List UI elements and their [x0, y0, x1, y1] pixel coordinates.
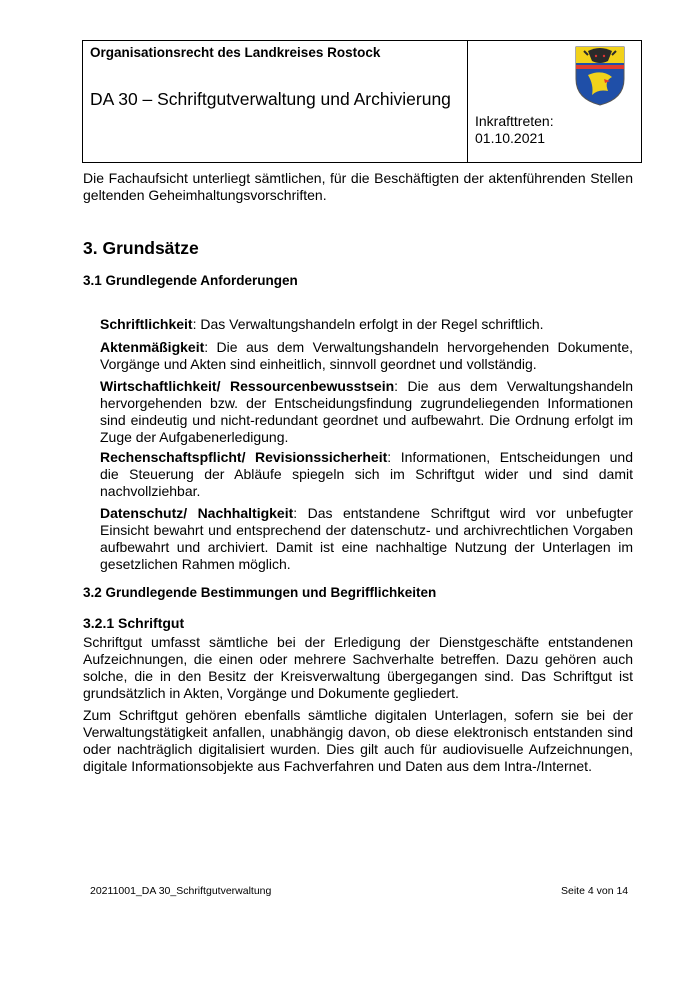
organization-title: Organisationsrecht des Landkreises Rostock	[90, 45, 381, 60]
section-3-1-heading: 3.1 Grundlegende Anforderungen	[83, 273, 298, 288]
requirement-term: Schriftlichkeit	[100, 316, 193, 332]
requirement-text: : Informationen, Entscheidungen und die Steuerung der Abläufe spiegeln sich im Schriftgut wider und sind damit nachvollziehbar.	[100, 449, 634, 499]
header-table	[82, 40, 642, 163]
requirement-text: : Das Verwaltungshandeln erfolgt in der Regel schriftlich.	[192, 316, 544, 332]
requirement-term: Wirtschaftlichkeit/ Ressourcenbewusstsein	[100, 378, 395, 394]
header-left-cell	[83, 41, 468, 162]
requirement-term: Aktenmäßigkeit	[100, 339, 205, 355]
requirement-item	[100, 505, 633, 573]
requirement-text: : Das entstandene Schriftgut wird vor unbefugter Einsicht bewahrt und entsprechend der datenschutz- und archivrechtlichen Vorgaben aufbewahrt und archiviert. Damit ist eine nachhaltige Nutzung der Unterlagen im gesetzlichen Rahmen möglich.	[100, 505, 633, 572]
effective-date: 01.10.2021	[475, 130, 546, 146]
footer-filename: 20211001_DA 30_Schriftgutverwaltung	[90, 885, 272, 897]
effective-label: Inkrafttreten:	[475, 113, 554, 129]
footer-page-number: Seite 4 von 14	[561, 885, 629, 897]
requirement-item	[100, 378, 633, 446]
requirement-item	[100, 316, 633, 333]
requirement-text: : Die aus dem Verwaltungshandeln hervorgehenden Dokumente, Vorgänge und Akten sind einheitlich, sinnvoll geordnet und vollständig.	[100, 339, 633, 372]
schriftgut-paragraph-2: Zum Schriftgut gehören ebenfalls sämtliche digitalen Unterlagen, sofern sie bei der Verwaltungstätigkeit anfallen, unabhängig davon, ob diese elektronisch entstanden sind oder nachträglich digitalisiert wurden. Dies gilt auch für audiovisuelle Aufzeichnungen, digitale Informationsobjekte aus Fachverfahren und Daten aus dem Intra-/Internet.	[83, 707, 633, 774]
requirement-term: Rechenschaftspflicht/ Revisionssicherheit	[100, 449, 388, 465]
requirement-text: : Die aus dem Verwaltungshandeln hervorgehenden bzw. der Entscheidungsfindung zugrundeliegenden Informationen sind eindeutig und nicht-redundant geordnet und aufbewahrt. Die Ordnung erfolgt im Zuge der Aufgabenerledigung.	[100, 378, 633, 445]
section-3-heading: 3. Grundsätze	[83, 238, 199, 258]
section-3-2-heading: 3.2 Grundlegende Bestimmungen und Begrifflichkeiten	[83, 585, 437, 600]
requirement-item	[100, 449, 633, 500]
document-title: DA 30 – Schriftgutverwaltung und Archivierung	[90, 89, 451, 109]
requirement-term: Datenschutz/ Nachhaltigkeit	[100, 505, 294, 521]
intro-paragraph: Die Fachaufsicht unterliegt sämtlichen, für die Beschäftigten der aktenführenden Stellen geltenden Geheimhaltungsvorschriften.	[83, 170, 633, 203]
header-right-cell	[468, 41, 643, 162]
requirement-item	[100, 339, 633, 373]
schriftgut-paragraph-1: Schriftgut umfasst sämtliche bei der Erledigung der Dienstgeschäfte entstandenen Aufzeichnungen, die einen oder mehrere Sachverhalte betreffen. Dazu gehören auch solche, die in den Besitz der Kreisverwaltung übergegangen sind. Das Schriftgut ist grundsätzlich in Akten, Vorgänge und Dokumente gegliedert.	[83, 634, 633, 701]
section-3-2-1-heading: 3.2.1 Schriftgut	[83, 615, 185, 631]
coat-of-arms-icon	[574, 45, 626, 107]
